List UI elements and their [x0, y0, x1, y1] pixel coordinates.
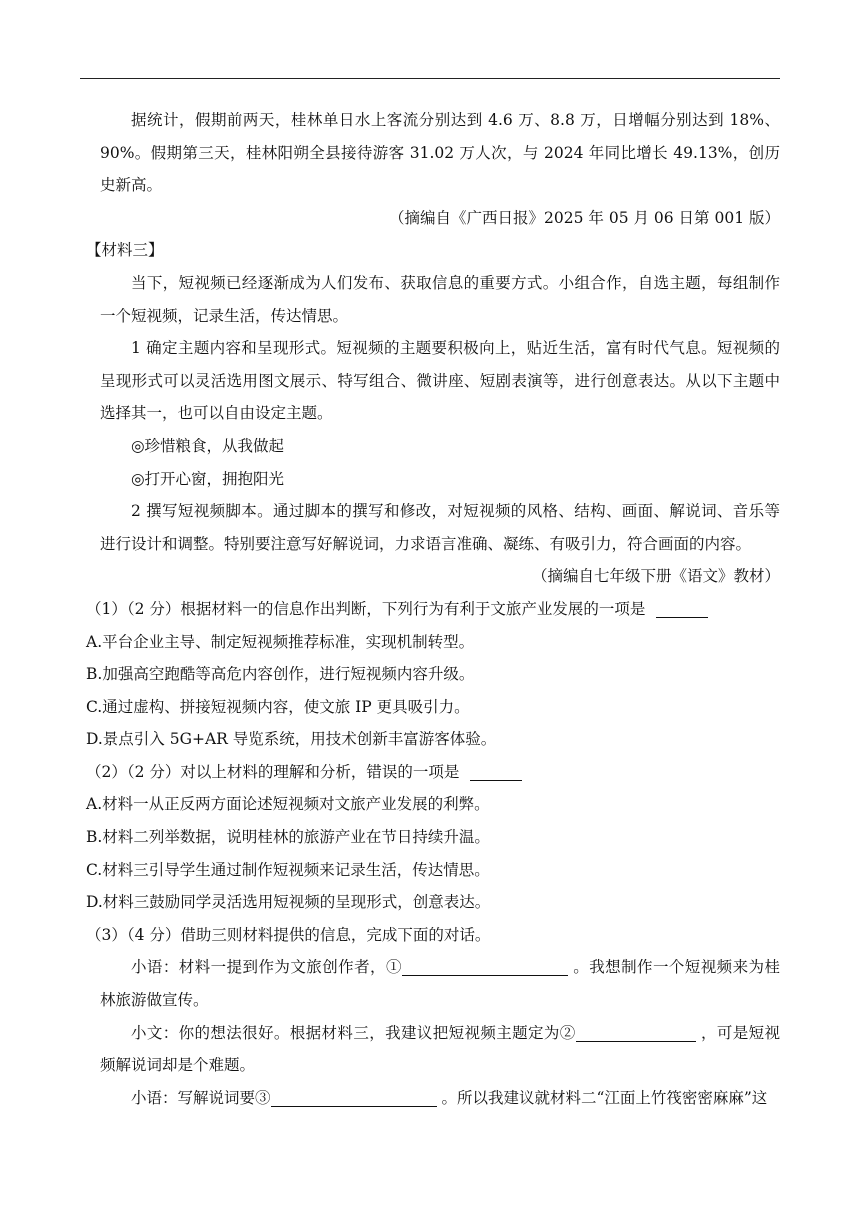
dialogue-3-end: 。所以我建议就材料二“江面上竹筏密密麻麻”这 — [441, 1088, 768, 1107]
question-1-option-d: D.景点引入 5G+AR 导览系统，用技术创新丰富游客体验。 — [86, 730, 497, 749]
question-2-option-a: A.材料一从正反两方面论述短视频对文旅产业发展的利弊。 — [86, 795, 490, 814]
dialogue-line-1 — [100, 951, 780, 1016]
question-2-option-b: B.材料二列举数据，说明桂林的旅游产业在节日持续升温。 — [86, 828, 490, 847]
blank-2[interactable] — [576, 1023, 696, 1042]
material2-paragraph: 据统计，假期前两天，桂林单日水上客流分别达到 4.6 万、8.8 万，日增幅分别达到 18%、90%。假期第三天，桂林阳朔全县接待游客 31.02 万人次，与 2024 年同比增长 49.13%，创历史新高。 — [100, 111, 780, 195]
material3-topic-1: ◎珍惜粮食，从我做起 — [131, 436, 285, 455]
material3-source: （摘编自七年级下册《语文》教材） — [531, 567, 780, 586]
material3-paragraph-1: 当下，短视频已经逐渐成为人们发布、获取信息的重要方式。小组合作，自选主题，每组制作一个短视频，记录生活，传达情思。 — [100, 273, 780, 325]
question-2-option-d: D.材料三鼓励同学灵活选用短视频的呈现形式，创意表达。 — [86, 893, 491, 912]
document-body — [86, 104, 780, 1114]
blank-1[interactable] — [402, 957, 568, 976]
dialogue-3-start: 小语：写解说词要③ — [131, 1088, 271, 1107]
dialogue-2-start: 小文：你的想法很好。根据材料三，我建议把短视频主题定为② — [131, 1023, 576, 1042]
material2-source: （摘编自《广西日报》2025 年 05 月 06 日第 001 版） — [389, 208, 780, 227]
dialogue-line-2 — [100, 1017, 780, 1082]
question-2-stem — [86, 756, 780, 789]
question-1-answer-blank[interactable] — [656, 599, 708, 618]
material3-paragraph-3: 2 撰写短视频脚本。通过脚本的撰写和修改，对短视频的风格、结构、画面、解说词、音乐等进行设计和调整。特别要注意写好解说词，力求语言准确、凝练、有吸引力，符合画面的内容。 — [100, 502, 780, 553]
header-rule — [80, 78, 780, 79]
dialogue-line-3 — [100, 1082, 780, 1115]
question-1-option-c: C.通过虚构、拼接短视频内容，使文旅 IP 更具吸引力。 — [86, 697, 470, 716]
question-1-option-a: A.平台企业主导、制定短视频推荐标准，实现机制转型。 — [86, 632, 475, 651]
question-1-stem — [86, 593, 780, 626]
dialogue-1-end: 。我想制作一个短视频来为桂林旅游做宣传。 — [100, 958, 780, 1010]
question-3-stem: （3）（4 分）借助三则材料提供的信息，完成下面的对话。 — [86, 925, 491, 944]
question-2-option-c: C.材料三引导学生通过制作短视频来记录生活，传达情思。 — [86, 860, 490, 879]
dialogue-2-end: ，可是短视频解说词却是个难题。 — [100, 1023, 780, 1075]
material3-topic-2: ◎打开心窗，拥抱阳光 — [131, 469, 285, 488]
question-1-text: （1）（2 分）根据材料一的信息作出判断，下列行为有利于文旅产业发展的一项是 — [86, 599, 646, 618]
blank-3[interactable] — [271, 1088, 437, 1107]
dialogue-1-start: 小语：材料一提到作为文旅创作者，① — [131, 958, 402, 977]
material3-heading: 【材料三】 — [86, 241, 164, 260]
question-2-text: （2）（2 分）对以上材料的理解和分析，错误的一项是 — [86, 762, 460, 781]
material3-paragraph-2: 1 确定主题内容和呈现形式。短视频的主题要积极向上，贴近生活，富有时代气息。短视频的呈现形式可以灵活选用图文展示、特写组合、微讲座、短剧表演等，进行创意表达。从以下主题中选择其一，也可以自由设定主题。 — [100, 339, 780, 423]
question-2-answer-blank[interactable] — [470, 762, 522, 781]
question-1-option-b: B.加强高空跑酷等高危内容创作，进行短视频内容升级。 — [86, 665, 475, 684]
